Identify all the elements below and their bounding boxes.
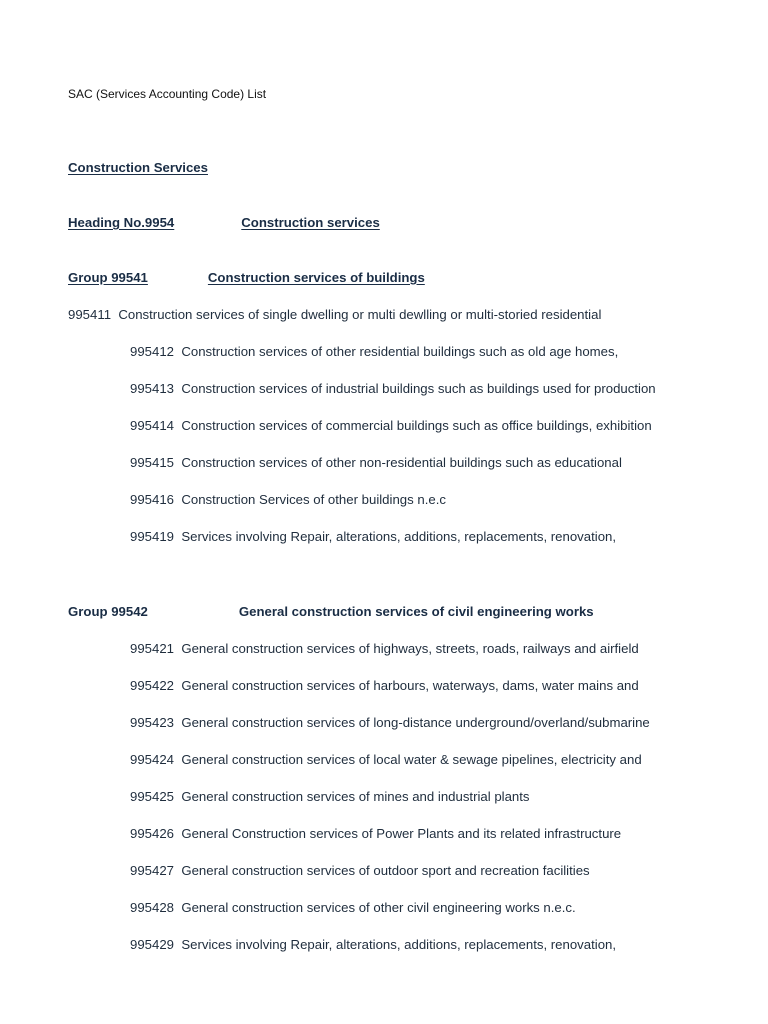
list-item: [130, 937, 616, 953]
list-item: [130, 900, 576, 916]
item-code: 995423: [130, 715, 175, 730]
list-item: [130, 826, 621, 842]
group-label: Group 99542: [68, 604, 148, 619]
list-item: [130, 418, 652, 434]
item-description: Services involving Repair, alterations, additions, replacements, renovation,: [181, 529, 617, 544]
list-item: [130, 455, 622, 471]
item-code: 995414: [130, 418, 175, 433]
list-item: [130, 863, 590, 879]
item-code: 995426: [130, 826, 175, 841]
item-description: General construction services of mines and industrial plants: [181, 789, 530, 804]
item-description: Services involving Repair, alterations, additions, replacements, renovation,: [181, 937, 617, 952]
item-description: Construction services of industrial buildings such as buildings used for production: [181, 381, 656, 396]
item-description: General construction services of harbours, waterways, dams, water mains and: [181, 678, 639, 693]
list-item: [130, 715, 650, 731]
item-description: General Construction services of Power Plants and its related infrastructure: [181, 826, 622, 841]
item-description: Construction Services of other buildings n.e.c: [181, 492, 446, 507]
list-item: [130, 529, 616, 545]
item-code: 995411: [68, 307, 112, 322]
heading-number: Heading No.9954: [68, 215, 175, 230]
item-description: General construction services of other civil engineering works n.e.c.: [181, 900, 576, 915]
item-description: Construction services of other residential buildings such as old age homes,: [181, 344, 619, 359]
list-item: [130, 344, 618, 360]
item-code: 995427: [130, 863, 175, 878]
item-description: Construction services of single dwelling or multi dewlling or multi-storied residential: [118, 307, 602, 322]
item-code: 995415: [130, 455, 175, 470]
item-code: 995425: [130, 789, 175, 804]
item-description: Construction services of commercial buildings such as office buildings, exhibition: [181, 418, 652, 433]
item-description: General construction services of highways, streets, roads, railways and airfield: [181, 641, 639, 656]
list-item: [68, 307, 601, 323]
heading-text: Construction services: [241, 215, 380, 230]
list-item: [130, 381, 656, 397]
item-code: 995429: [130, 937, 175, 952]
group-title: General construction services of civil engineering works: [238, 604, 594, 619]
group-heading: [68, 270, 425, 286]
list-item: [130, 678, 639, 694]
item-code: 995416: [130, 492, 175, 507]
list-item: [130, 752, 642, 768]
item-code: 995412: [130, 344, 175, 359]
section-title: Construction Services: [68, 160, 208, 175]
group-title: Construction services of buildings: [207, 270, 425, 285]
list-item: [130, 789, 530, 805]
document-title: SAC (Services Accounting Code) List: [68, 87, 267, 101]
item-description: Construction services of other non-residential buildings such as educational: [181, 455, 622, 470]
heading-line: [68, 215, 380, 231]
list-item: [130, 641, 639, 657]
item-description: General construction services of long-distance underground/overland/submarine: [181, 715, 650, 730]
item-code: 995424: [130, 752, 175, 767]
group-heading: [68, 604, 594, 620]
item-code: 995421: [130, 641, 175, 656]
item-code: 995422: [130, 678, 175, 693]
group-label: Group 99541: [68, 270, 148, 285]
item-description: General construction services of local water & sewage pipelines, electricity and: [181, 752, 642, 767]
list-item: [130, 492, 446, 508]
item-code: 995419: [130, 529, 175, 544]
item-code: 995428: [130, 900, 175, 915]
item-code: 995413: [130, 381, 175, 396]
item-description: General construction services of outdoor sport and recreation facilities: [181, 863, 590, 878]
